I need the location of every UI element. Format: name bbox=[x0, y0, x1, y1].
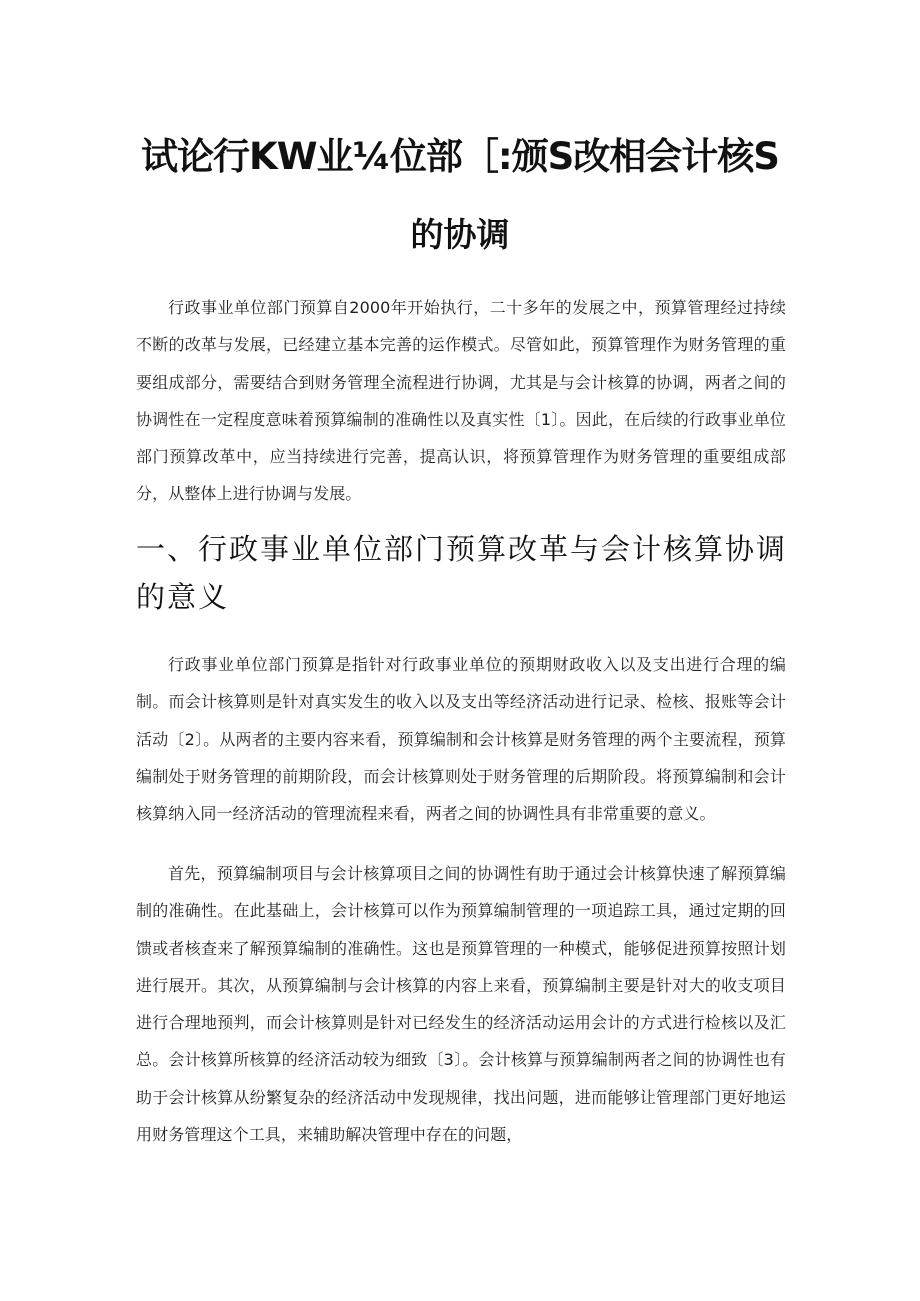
body-paragraph-2: 首先，预算编制项目与会计核算项目之间的协调性有助于通过会计核算快速了解预算编制的准确性。在此基础上，会计核算可以作为预算编制管理的一项追踪工具，通过定期的回馈或者核查来了解预算编制的准确性。这也是预算管理的一种模式，能够促进预算按照计划进行展开。其次，从预算编制与会计核算的内容上来看，预算编制主要是针对大的收支项目进行合理地预判，而会计核算则是针对已经发生的经济活动运用会计的方式进行检核以及汇总。会计核算所核算的经济活动较为细致〔3〕。会计核算与预算编制两者之间的协调性也有助于会计核算从纷繁复杂的经济活动中发现规律，找出问题，进而能够让管理部门更好地运用财务管理这个工具，来辅助解决管理中存在的问题， bbox=[136, 864, 786, 1145]
intro-paragraph: 行政事业单位部门预算自2000年开始执行，二十多年的发展之中，预算管理经过持续不断的改革与发展，已经建立基本完善的运作模式。尽管如此，预算管理作为财务管理的重要组成部分，需要结合到财务管理全流程进行协调，尤其是与会计核算的协调，两者之间的协调性在一定程度意味着预算编制的准确性以及真实性〔1〕。因此，在后续的行政事业单位部门预算改革中，应当持续进行完善，提高认识，将预算管理作为财务管理的重要组成部分，从整体上进行协调与发展。 bbox=[136, 298, 786, 504]
document-title-line-2: 的协调 bbox=[410, 215, 510, 254]
body-paragraph-1: 行政事业单位部门预算是指针对行政事业单位的预期财政收入以及支出进行合理的编制。而会计核算则是针对真实发生的收入以及支出等经济活动进行记录、检核、报账等会计活动〔2〕。从两者的主要内容来看，预算编制和会计核算是财务管理的两个主要流程，预算编制处于财务管理的前期阶段，而会计核算则处于财务管理的后期阶段。将预算编制和会计核算纳入同一经济活动的管理流程来看，两者之间的协调性具有非常重要的意义。 bbox=[136, 655, 786, 824]
document-title-line-1: 试论行KW业¼位部［:颁S改相会计核S bbox=[141, 135, 779, 178]
section-heading: 一、行政事业单位部门预算改革与会计核算协调的意义 bbox=[136, 532, 788, 614]
